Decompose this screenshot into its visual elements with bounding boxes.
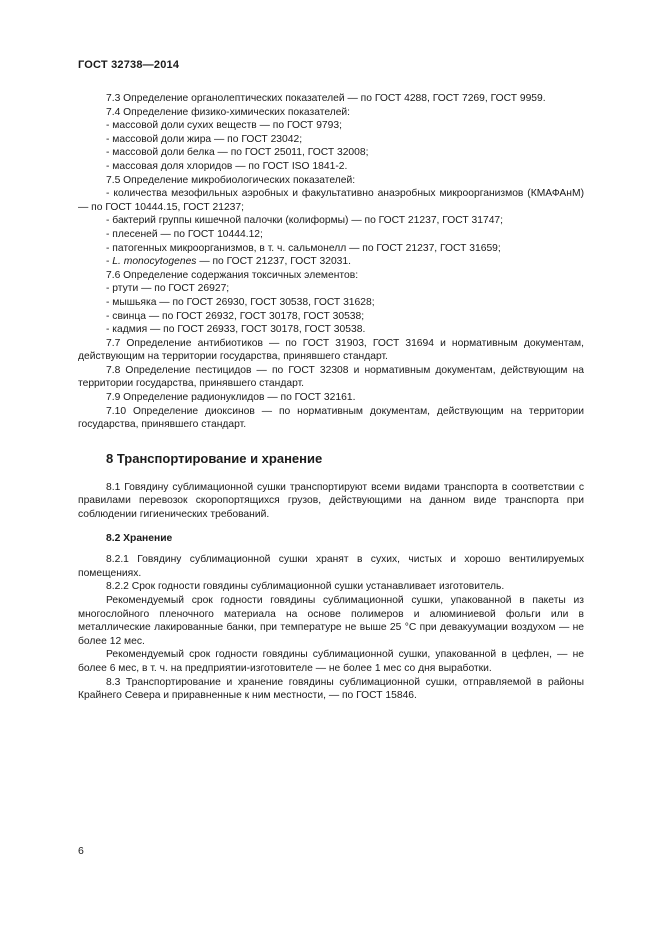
paragraph-7-6: 7.6 Определение содержания токсичных элементов: bbox=[106, 269, 359, 281]
paragraph-7-9: 7.9 Определение радионуклидов — по ГОСТ 32161. bbox=[106, 392, 356, 404]
paragraph-7-7: 7.7 Определение антибиотиков — по ГОСТ 31903, ГОСТ 31694 и нормативным документам, действующим на территории государства, принявшего стандарт. bbox=[78, 337, 584, 363]
organism-name: L. monocytogenes bbox=[112, 256, 197, 268]
list-item: - массовой доли белка — по ГОСТ 25011, ГОСТ 32008; bbox=[106, 147, 369, 159]
list-item: - свинца — по ГОСТ 26932, ГОСТ 30178, ГОСТ 30538; bbox=[106, 310, 365, 322]
paragraph-8-3: 8.3 Транспортирование и хранение говядины сублимационной сушки, отправляемой в районы Крайнего Севера и приравненные к ним местности, — по ГОСТ 15846. bbox=[78, 676, 584, 702]
paragraph-7-10: 7.10 Определение диоксинов — по нормативным документам, действующим на территории государства, принявшего стандарт. bbox=[78, 405, 584, 431]
list-item: - бактерий группы кишечной палочки (колиформы) — по ГОСТ 21237, ГОСТ 31747; bbox=[106, 215, 504, 227]
paragraph-8-1: 8.1 Говядину сублимационной сушки транспортируют всеми видами транспорта в соответствии с правилами перевозок скоропортящихся грузов, действующими на данном виде транспорта при соблюдении гигиенических требований. bbox=[78, 481, 584, 521]
page-number: 6 bbox=[78, 845, 84, 857]
paragraph-7-3: 7.3 Определение органолептических показателей — по ГОСТ 4288, ГОСТ 7269, ГОСТ 9959. bbox=[106, 93, 546, 104]
document-body bbox=[78, 92, 584, 703]
list-dash: - bbox=[106, 256, 113, 268]
list-item: - плесеней — по ГОСТ 10444.12; bbox=[106, 228, 263, 240]
list-item: - массовая доля хлоридов — по ГОСТ ISO 1841-2. bbox=[106, 160, 348, 172]
list-item: - количества мезофильных аэробных и факультативно анаэробных микроорганизмов (КМАФАнМ) — по ГОСТ 10444.15, ГОСТ 21237; bbox=[78, 188, 584, 213]
section-8-title: 8 Транспортирование и хранение bbox=[106, 450, 323, 466]
paragraph-7-5: 7.5 Определение микробиологических показателей: bbox=[106, 174, 356, 186]
list-item: - патогенных микроорганизмов, в т. ч. сальмонелл — по ГОСТ 21237, ГОСТ 31659; bbox=[106, 242, 501, 254]
list-item: - массовой доли сухих веществ — по ГОСТ 9793; bbox=[106, 120, 342, 132]
paragraph-7-8: 7.8 Определение пестицидов — по ГОСТ 32308 и нормативным документам, действующим на территории государства, принявшего стандарт. bbox=[78, 364, 584, 390]
paragraph-8-2-2: 8.2.2 Срок годности говядины сублимационной сушки устанавливает изготовитель. bbox=[106, 581, 505, 593]
list-item: - массовой доли жира — по ГОСТ 23042; bbox=[106, 133, 303, 145]
list-item: - ртути — по ГОСТ 26927; bbox=[106, 283, 230, 295]
list-item-listeria bbox=[78, 255, 584, 269]
paragraph-recommended-1: Рекомендуемый срок годности говядины сублимационной сушки, упакованной в пакеты из многослойного пленочного материала на основе полимеров и алюминиевой фольги или в металлические лакированные банки, при температуре не выше 25 °C при девакуумации воздухом — не более 12 мес. bbox=[78, 595, 584, 647]
list-item: - кадмия — по ГОСТ 26933, ГОСТ 30178, ГОСТ 30538. bbox=[106, 324, 366, 336]
paragraph-8-2-1: 8.2.1 Говядину сублимационной сушки хранят в сухих, чистых и хорошо вентилируемых помещениях. bbox=[78, 554, 584, 579]
list-item-text: — по ГОСТ 21237, ГОСТ 32031. bbox=[196, 256, 351, 268]
list-item: - мышьяка — по ГОСТ 26930, ГОСТ 30538, ГОСТ 31628; bbox=[106, 296, 375, 308]
paragraph-recommended-2: Рекомендуемый срок годности говядины сублимационной сушки, упакованной в цефлен, — не более 6 мес, в т. ч. на предприятии-изготовителе — не более 1 мес со дня выработки. bbox=[78, 649, 584, 674]
document-header: ГОСТ 32738—2014 bbox=[78, 59, 180, 71]
paragraph-7-4: 7.4 Определение физико-химических показателей: bbox=[106, 106, 351, 118]
section-8-2-title: 8.2 Хранение bbox=[106, 532, 173, 544]
